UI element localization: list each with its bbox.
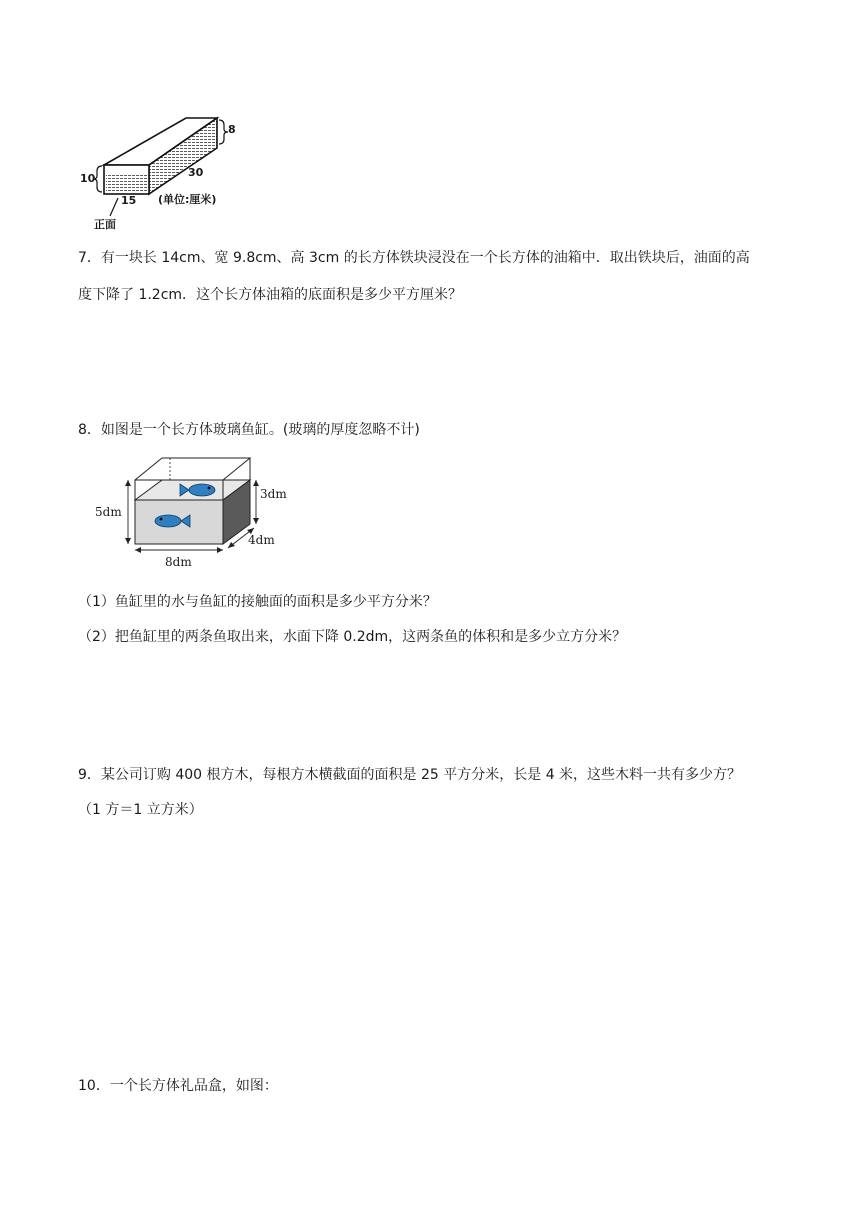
dim-height-front: 10 bbox=[80, 172, 96, 185]
dim-label-length: 8dm bbox=[165, 555, 192, 569]
tank-top bbox=[135, 458, 250, 480]
box-figure bbox=[76, 108, 276, 234]
front-label: 正面 bbox=[94, 218, 116, 231]
dim-label-water: 3dm bbox=[260, 487, 287, 501]
unit-note: (单位:厘米) bbox=[158, 193, 217, 206]
question-8-sub-1: （1）鱼缸里的水与鱼缸的接触面的面积是多少平方分米？ bbox=[78, 594, 437, 610]
question-10-line-1: 10．一个长方体礼品盒，如图： bbox=[78, 1078, 278, 1094]
box-front-oil bbox=[106, 173, 147, 193]
question-9-line-2: （1 方＝1 立方米） bbox=[78, 802, 203, 818]
front-pointer bbox=[110, 198, 118, 216]
question-7-line-1: 7．有一块长 14cm、宽 9.8cm、高 3cm 的长方体铁块浸没在一个长方体的油箱中．取出铁块后，油面的高 bbox=[78, 250, 750, 266]
brace-right bbox=[219, 120, 228, 144]
question-8-title: 8．如图是一个长方体玻璃鱼缸。(玻璃的厚度忽略不计) bbox=[78, 422, 420, 438]
fish-tank-figure bbox=[90, 450, 310, 570]
question-7-line-2: 度下降了 1.2cm．这个长方体油箱的底面积是多少平方厘米？ bbox=[78, 287, 463, 303]
question-9-line-1: 9．某公司订购 400 根方木，每根方木横截面的面积是 25 平方分米，长是 4 米，这些木料一共有多少方？ bbox=[78, 767, 742, 783]
dim-label-width: 4dm bbox=[248, 533, 275, 547]
dim-length: 30 bbox=[188, 166, 204, 179]
dim-height-back: 8 bbox=[228, 123, 236, 136]
question-8-sub-2: （2）把鱼缸里的两条鱼取出来，水面下降 0.2dm，这两条鱼的体积和是多少立方分米？ bbox=[78, 629, 627, 645]
dim-width: 15 bbox=[121, 194, 137, 207]
dim-label-height: 5dm bbox=[95, 505, 122, 519]
